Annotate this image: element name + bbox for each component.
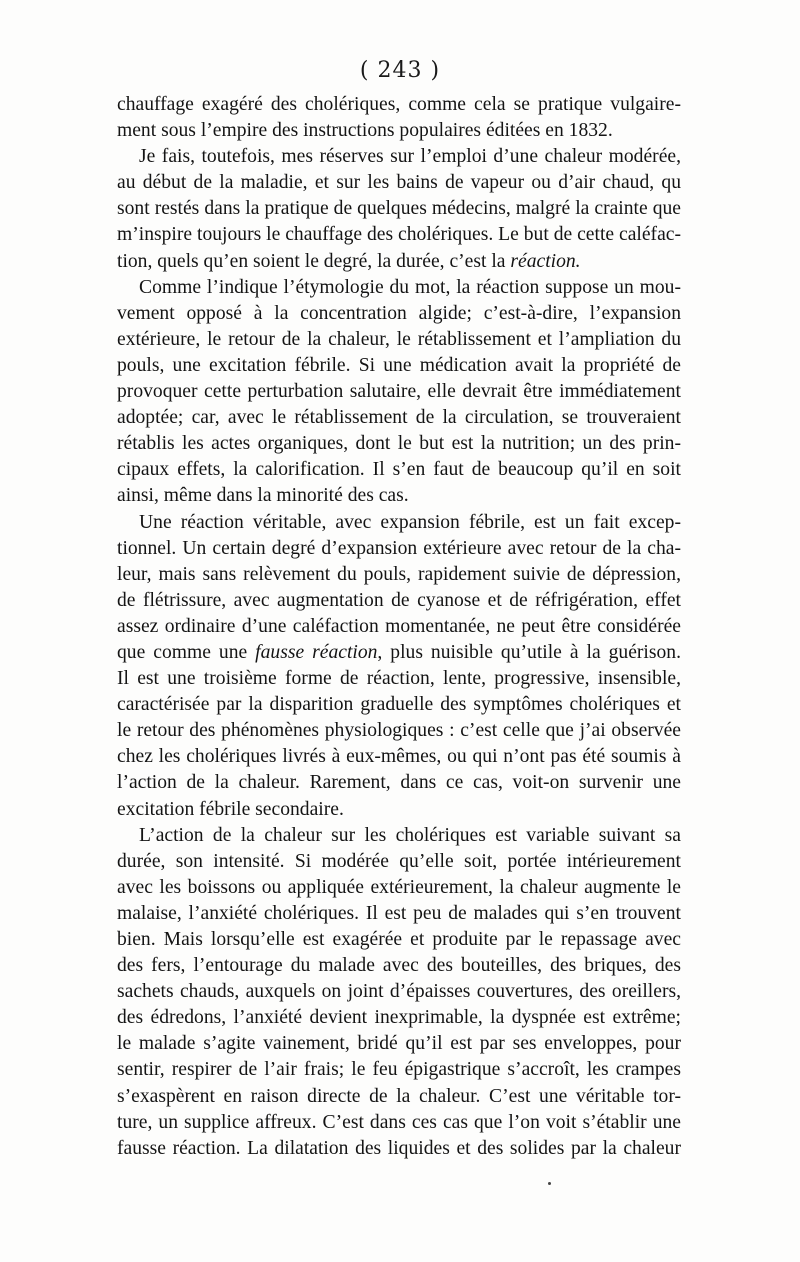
- line-text: provoquer cette perturbation salutaire, elle devrait être immédiatement: [117, 381, 681, 403]
- text-line: [117, 483, 681, 509]
- text-line: [117, 927, 681, 953]
- line-text: durée, son intensité. Si modérée qu’elle soit, portée intérieurement: [117, 850, 681, 872]
- line-text: s’exaspèrent en raison directe de la chaleur. C’est une véritable tor-: [117, 1085, 681, 1107]
- text-line: [117, 301, 681, 327]
- line-text: Je fais, toutefois, mes réserves sur l’emploi d’une chaleur modérée,: [139, 146, 681, 168]
- line-text: sachets chauds, auxquels on joint d’épaisses couvertures, des oreillers,: [117, 981, 681, 1003]
- line-text: tionnel. Un certain degré d’expansion extérieure avec retour de la cha-: [117, 537, 681, 559]
- line-text: des fers, l’entourage du malade avec des bouteilles, des briques, des: [117, 955, 681, 977]
- text-line: [117, 770, 681, 796]
- line-text: le malade s’agite vainement, bridé qu’il est par ses enveloppes, pour: [117, 1033, 681, 1055]
- text-line: [117, 718, 681, 744]
- text-line: [117, 562, 681, 588]
- text-line: [117, 823, 681, 849]
- body-text: [117, 92, 681, 1162]
- line-text: l’action de la chaleur. Rarement, dans ce cas, voit-on survenir une: [117, 772, 681, 794]
- text-line: [117, 979, 681, 1005]
- line-text: malaise, l’anxiété cholériques. Il est peu de malades qui s’en trouvent: [117, 902, 681, 924]
- text-line: [117, 692, 681, 718]
- text-line: [117, 953, 681, 979]
- line-text: Comme l’indique l’étymologie du mot, la réaction suppose un mou-: [139, 276, 681, 298]
- italic-term: réaction.: [510, 250, 581, 272]
- line-text: chez les cholériques livrés à eux-mêmes, ou qui n’ont pas été soumis à: [117, 746, 681, 768]
- line-text: que comme une: [117, 641, 256, 663]
- text-line: [117, 1005, 681, 1031]
- text-line: [117, 457, 681, 483]
- text-line: [117, 431, 681, 457]
- text-line: [117, 405, 681, 431]
- text-line: [117, 1110, 681, 1136]
- text-line: [117, 1031, 681, 1057]
- text-line: [117, 1084, 681, 1110]
- line-text: ment sous l’empire des instructions populaires éditées en 1832.: [117, 120, 613, 142]
- line-text: caractérisée par la disparition graduelle des symptômes cholériques et: [117, 694, 681, 716]
- line-text: vement opposé à la concentration algide; c’est-à-dire, l’expansion: [117, 302, 681, 324]
- text-line: [117, 797, 681, 823]
- line-text: au début de la maladie, et sur les bains de vapeur ou d’air chaud, qu: [117, 172, 681, 194]
- text-line: [117, 1057, 681, 1083]
- line-text: le retour des phénomènes physiologiques : c’est celle que j’ai observée: [117, 720, 681, 742]
- line-text: fausse réaction. La dilatation des liquides et des solides par la chaleur: [117, 1137, 681, 1159]
- page-number: ( 243 ): [359, 58, 441, 83]
- text-line: [117, 222, 681, 248]
- text-line: [117, 144, 681, 170]
- line-text: Il est une troisième forme de réaction, lente, progressive, insensible,: [117, 668, 681, 690]
- line-text: cipaux effets, la calorification. Il s’en faut de beaucoup qu’il en soit: [117, 459, 681, 481]
- line-text: pouls, une excitation fébrile. Si une médication avait la propriété de: [117, 354, 681, 376]
- line-text: extérieure, le retour de la chaleur, le rétablissement et l’ampliation du: [117, 328, 681, 350]
- text-line: [117, 249, 681, 275]
- line-text: rétablis les actes organiques, dont le but est la nutrition; un des prin-: [117, 433, 681, 455]
- line-text: avec les boissons ou appliquée extérieurement, la chaleur augmente le: [117, 876, 681, 898]
- text-line: [117, 327, 681, 353]
- text-line: [117, 379, 681, 405]
- text-line: [117, 849, 681, 875]
- line-text: excitation fébrile secondaire.: [117, 798, 344, 820]
- line-text: L’action de la chaleur sur les cholériques est variable suivant sa: [139, 824, 681, 846]
- text-line: [117, 1136, 681, 1162]
- line-text: Une réaction véritable, avec expansion fébrile, est un fait excep-: [139, 511, 681, 533]
- line-text: m’inspire toujours le chauffage des cholériques. Le but de cette caléfac-: [117, 224, 681, 246]
- text-line: [117, 92, 681, 118]
- line-text: , plus nuisible qu’utile à la guérison.: [377, 641, 681, 663]
- text-line: [117, 666, 681, 692]
- text-line: [117, 640, 681, 666]
- text-line: [117, 536, 681, 562]
- ink-speck: [548, 1182, 551, 1185]
- text-line: [117, 118, 681, 144]
- text-line: [117, 510, 681, 536]
- text-line: [117, 275, 681, 301]
- line-text: des édredons, l’anxiété devient inexprimable, la dyspnée est extrême;: [117, 1007, 681, 1029]
- text-line: [117, 901, 681, 927]
- text-line: [117, 170, 681, 196]
- line-text: tion, quels qu’en soient le degré, la durée, c’est la: [117, 250, 511, 272]
- line-text: bien. Mais lorsqu’elle est exagérée et produite par le repassage avec: [117, 929, 681, 950]
- line-text: sont restés dans la pratique de quelques médecins, malgré la crainte que: [117, 198, 681, 220]
- line-text: sentir, respirer de l’air frais; le feu épigastrique s’accroît, les crampes: [117, 1059, 681, 1081]
- italic-term: fausse réaction: [255, 641, 378, 663]
- text-line: [117, 875, 681, 901]
- text-line: [117, 196, 681, 222]
- line-text: ture, un supplice affreux. C’est dans ces cas que l’on voit s’établir une: [117, 1111, 681, 1133]
- text-line: [117, 353, 681, 379]
- text-line: [117, 744, 681, 770]
- line-text: leur, mais sans relèvement du pouls, rapidement suivie de dépression,: [117, 563, 681, 585]
- text-line: [117, 588, 681, 614]
- text-line: [117, 614, 681, 640]
- line-text: adoptée; car, avec le rétablissement de la circulation, se trouveraient: [117, 407, 681, 429]
- line-text: assez ordinaire d’une caléfaction momentanée, ne peut être considérée: [117, 615, 681, 637]
- line-text: chauffage exagéré des cholériques, comme cela se pratique vulgaire-: [117, 94, 681, 115]
- line-text: de flétrissure, avec augmentation de cyanose et de réfrigération, effet: [117, 589, 681, 611]
- line-text: ainsi, même dans la minorité des cas.: [117, 485, 409, 507]
